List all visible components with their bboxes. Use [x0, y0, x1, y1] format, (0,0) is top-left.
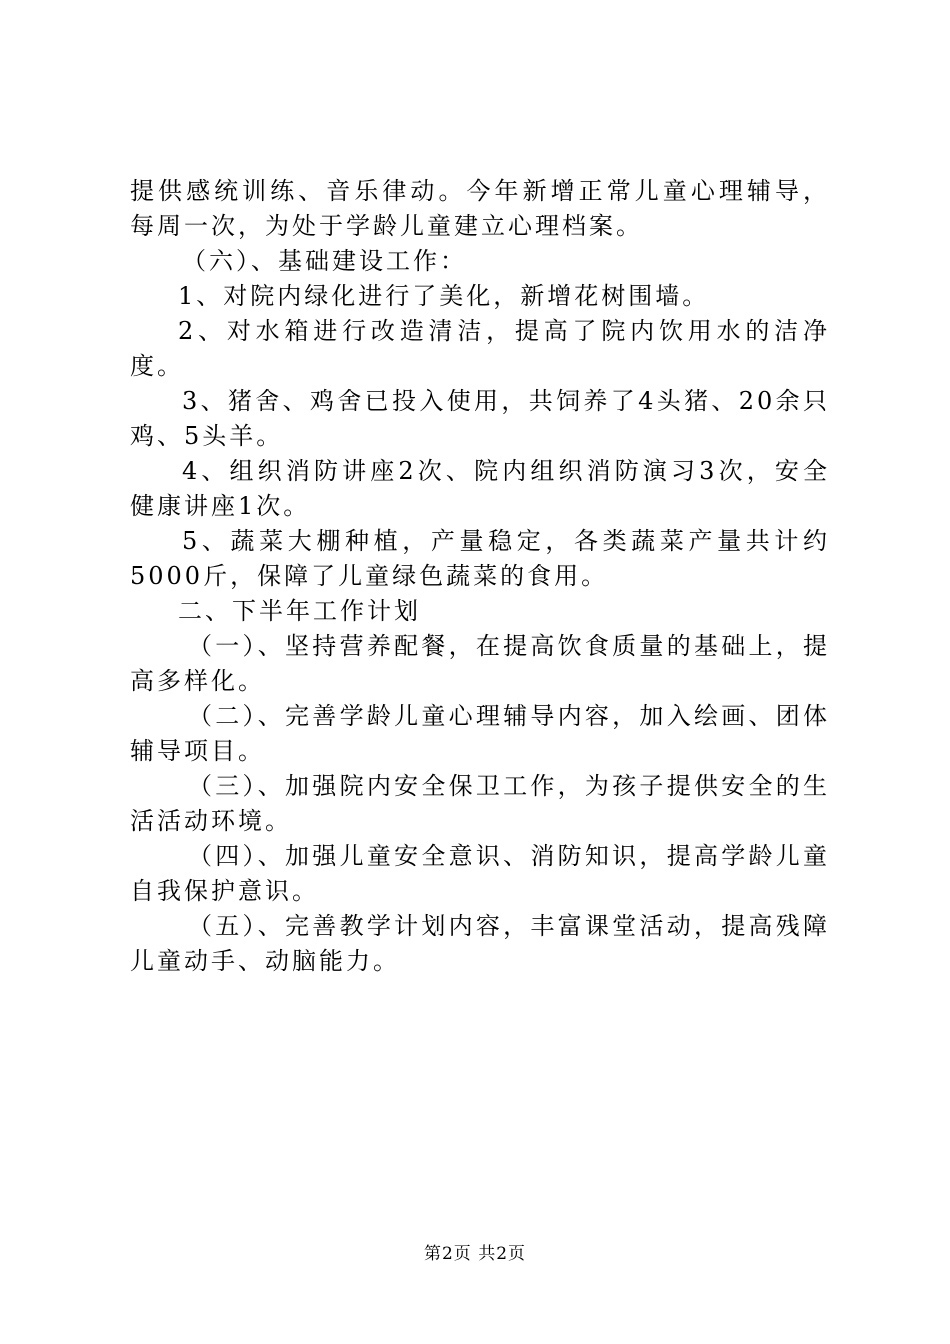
list-item: （四）、加强儿童安全意识、消防知识，提高学龄儿童自我保护意识。: [130, 842, 830, 905]
document-body: [130, 174, 830, 979]
list-item: 4、组织消防讲座2次、院内组织消防演习3次，安全健康讲座1次。: [130, 457, 830, 520]
list-item: 1、对院内绿化进行了美化，新增花树围墙。: [178, 282, 710, 310]
section-heading-infrastructure: （六）、基础建设工作：: [182, 247, 467, 275]
paragraph-continuation: 提供感统训练、音乐律动。今年新增正常儿童心理辅导，每周一次，为处于学龄儿童建立心理档案。: [130, 177, 830, 240]
list-item: （二）、完善学龄儿童心理辅导内容，加入绘画、团体辅导项目。: [130, 702, 830, 765]
list-item: 2、对水箱进行改造清洁，提高了院内饮用水的洁净度。: [130, 317, 830, 380]
list-item: （一）、坚持营养配餐，在提高饮食质量的基础上，提高多样化。: [130, 632, 830, 695]
section-heading-next-half-plan: 二、下半年工作计划: [178, 597, 421, 625]
page-footer: 第2页 共2页: [423, 1244, 527, 1264]
list-item: 5、蔬菜大棚种植，产量稳定，各类蔬菜产量共计约5000斤，保障了儿童绿色蔬菜的食用。: [130, 527, 830, 590]
list-item: （五）、完善教学计划内容，丰富课堂活动，提高残障儿童动手、动脑能力。: [130, 912, 830, 975]
list-item: 3、猪舍、鸡舍已投入使用，共饲养了4头猪、20余只鸡、5头羊。: [130, 387, 830, 450]
list-item: （三）、加强院内安全保卫工作，为孩子提供安全的生活活动环境。: [130, 772, 830, 835]
